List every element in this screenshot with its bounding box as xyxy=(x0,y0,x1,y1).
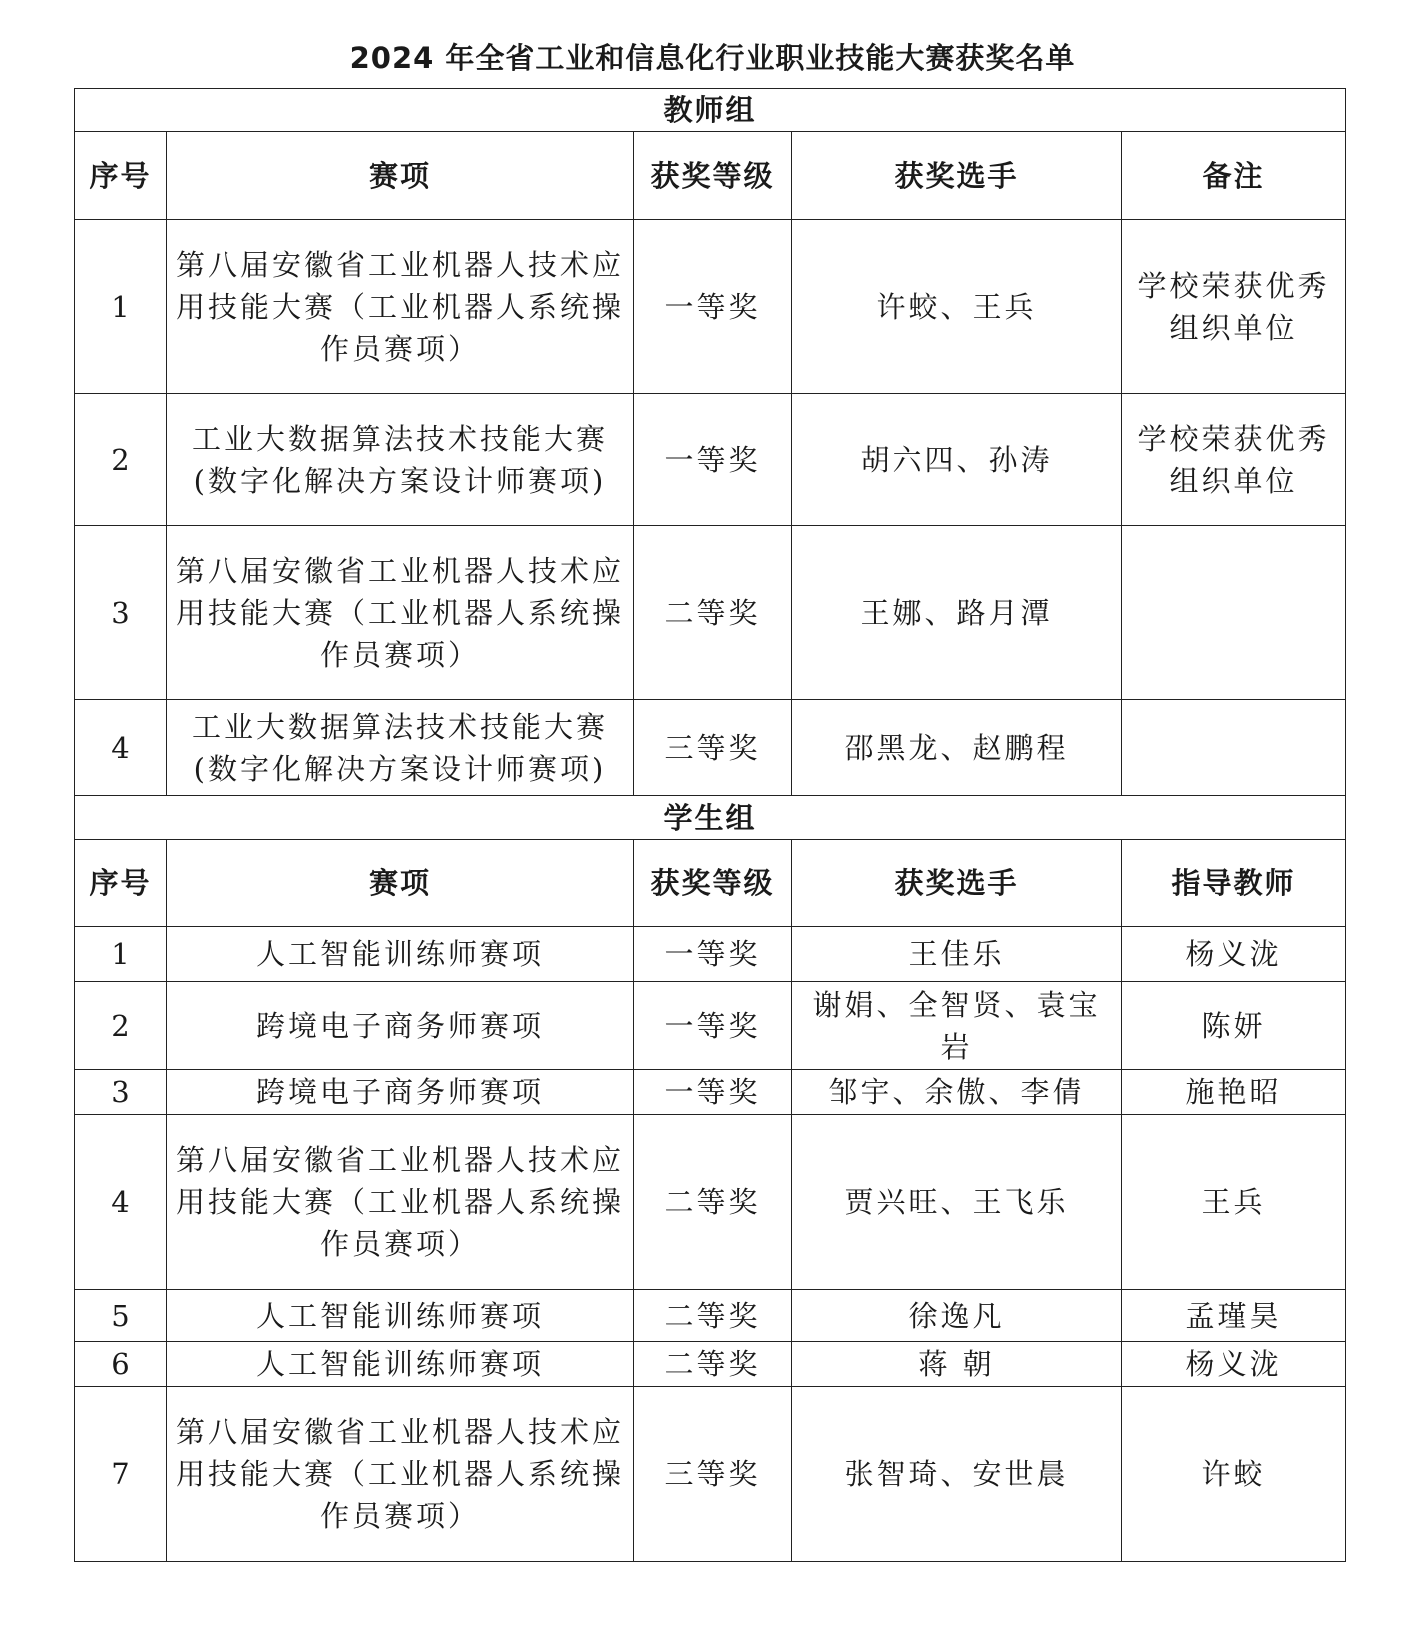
note xyxy=(1122,526,1346,700)
table-row xyxy=(75,1387,1346,1562)
teacher-name: 陈妍 xyxy=(1122,982,1346,1070)
winner-names: 贾兴旺、王飞乐 xyxy=(792,1115,1122,1290)
row-number: 7 xyxy=(75,1387,167,1562)
teacher-name: 孟瑾昊 xyxy=(1122,1290,1346,1342)
header-note: 备注 xyxy=(1122,132,1346,220)
table-row xyxy=(75,1290,1346,1342)
winner-names: 许蛟、王兵 xyxy=(792,220,1122,394)
event-name: 第八届安徽省工业机器人技术应用技能大赛（工业机器人系统操作员赛项） xyxy=(167,1115,634,1290)
table-row xyxy=(75,526,1346,700)
award-level: 一等奖 xyxy=(634,394,792,526)
winner-names: 谢娟、全智贤、袁宝岩 xyxy=(792,982,1122,1070)
winner-names: 王佳乐 xyxy=(792,927,1122,982)
event-name: 跨境电子商务师赛项 xyxy=(167,982,634,1070)
header-level: 获奖等级 xyxy=(634,132,792,220)
table-row xyxy=(75,700,1346,796)
row-number: 6 xyxy=(75,1342,167,1387)
note: 学校荣获优秀组织单位 xyxy=(1122,394,1346,526)
header-level: 获奖等级 xyxy=(634,840,792,927)
row-number: 2 xyxy=(75,394,167,526)
header-winners: 获奖选手 xyxy=(792,132,1122,220)
header-seq: 序号 xyxy=(75,840,167,927)
note: 学校荣获优秀组织单位 xyxy=(1122,220,1346,394)
winner-names: 胡六四、孙涛 xyxy=(792,394,1122,526)
header-winners: 获奖选手 xyxy=(792,840,1122,927)
student-group-label: 学生组 xyxy=(75,796,1346,840)
table-row xyxy=(75,982,1346,1070)
row-number: 4 xyxy=(75,700,167,796)
event-name: 第八届安徽省工业机器人技术应用技能大赛（工业机器人系统操作员赛项） xyxy=(167,526,634,700)
row-number: 1 xyxy=(75,220,167,394)
row-number: 3 xyxy=(75,1070,167,1115)
row-number: 3 xyxy=(75,526,167,700)
table-row xyxy=(75,1115,1346,1290)
table-row xyxy=(75,394,1346,526)
event-name: 人工智能训练师赛项 xyxy=(167,1342,634,1387)
award-level: 一等奖 xyxy=(634,982,792,1070)
note xyxy=(1122,700,1346,796)
teacher-name: 杨义泷 xyxy=(1122,1342,1346,1387)
winner-names: 徐逸凡 xyxy=(792,1290,1122,1342)
winner-names: 邵黑龙、赵鹏程 xyxy=(792,700,1122,796)
table-row xyxy=(75,220,1346,394)
row-number: 1 xyxy=(75,927,167,982)
award-level: 三等奖 xyxy=(634,700,792,796)
header-event: 赛项 xyxy=(167,132,634,220)
award-level: 二等奖 xyxy=(634,1115,792,1290)
teacher-name: 王兵 xyxy=(1122,1115,1346,1290)
row-number: 4 xyxy=(75,1115,167,1290)
teacher-group-label: 教师组 xyxy=(75,89,1346,132)
event-name: 第八届安徽省工业机器人技术应用技能大赛（工业机器人系统操作员赛项） xyxy=(167,220,634,394)
winner-names: 邹宇、余傲、李倩 xyxy=(792,1070,1122,1115)
table-row xyxy=(75,927,1346,982)
award-level: 二等奖 xyxy=(634,1290,792,1342)
award-level: 一等奖 xyxy=(634,220,792,394)
teacher-header-row xyxy=(75,132,1346,220)
header-teacher: 指导教师 xyxy=(1122,840,1346,927)
event-name: 人工智能训练师赛项 xyxy=(167,1290,634,1342)
event-name: 工业大数据算法技术技能大赛(数字化解决方案设计师赛项) xyxy=(167,700,634,796)
winner-names: 蒋 朝 xyxy=(792,1342,1122,1387)
row-number: 5 xyxy=(75,1290,167,1342)
header-event: 赛项 xyxy=(167,840,634,927)
row-number: 2 xyxy=(75,982,167,1070)
event-name: 跨境电子商务师赛项 xyxy=(167,1070,634,1115)
winner-names: 张智琦、安世晨 xyxy=(792,1387,1122,1562)
awards-table xyxy=(74,88,1346,1562)
award-level: 二等奖 xyxy=(634,526,792,700)
award-level: 二等奖 xyxy=(634,1342,792,1387)
award-level: 一等奖 xyxy=(634,927,792,982)
teacher-name: 杨义泷 xyxy=(1122,927,1346,982)
teacher-name: 施艳昭 xyxy=(1122,1070,1346,1115)
table-row xyxy=(75,1342,1346,1387)
award-level: 一等奖 xyxy=(634,1070,792,1115)
student-group-heading-row xyxy=(75,796,1346,840)
table-row xyxy=(75,1070,1346,1115)
winner-names: 王娜、路月潭 xyxy=(792,526,1122,700)
teacher-group-heading-row xyxy=(75,89,1346,132)
student-header-row xyxy=(75,840,1346,927)
event-name: 人工智能训练师赛项 xyxy=(167,927,634,982)
event-name: 第八届安徽省工业机器人技术应用技能大赛（工业机器人系统操作员赛项） xyxy=(167,1387,634,1562)
award-level: 三等奖 xyxy=(634,1387,792,1562)
header-seq: 序号 xyxy=(75,132,167,220)
document-title: 2024 年全省工业和信息化行业职业技能大赛获奖名单 xyxy=(349,41,1076,75)
teacher-name: 许蛟 xyxy=(1122,1387,1346,1562)
event-name: 工业大数据算法技术技能大赛(数字化解决方案设计师赛项) xyxy=(167,394,634,526)
